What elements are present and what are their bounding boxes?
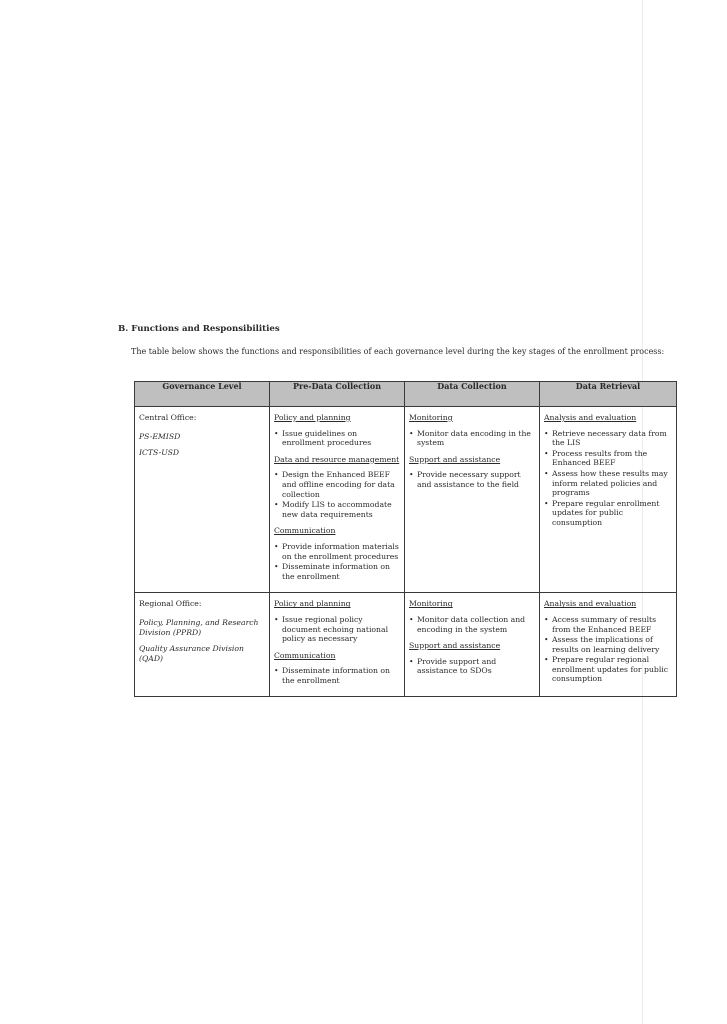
functions-table [134,381,677,697]
intro-paragraph: The table below shows the functions and responsibilities of each governance level during the key stages of the enrollment process: [131,347,665,356]
function-heading: Communication [274,526,336,536]
function-list [409,429,535,448]
governance-level-cell [135,407,270,593]
list-item: • Issue regional policy document echoing national policy as necessary [274,615,400,644]
data-collection-cell [405,593,540,697]
list-item: • Issue guidelines on enrollment procedures [274,429,400,448]
level-unit: Policy, Planning, and Research Division (PPRD) [139,617,259,637]
list-item: • Provide support and assistance to SDOs [409,657,535,676]
level-unit: Quality Assurance Division (QAD) [139,644,244,663]
header-governance-level: Governance Level [135,382,270,407]
function-heading: Support and assistance [409,641,501,651]
list-item: • Access summary of results from the Enhanced BEEF [544,615,672,634]
data-retrieval-cell [540,407,677,593]
function-heading: Analysis and evaluation [544,413,637,422]
function-heading: Analysis and evaluation [544,599,637,609]
header-data-collection: Data Collection [405,382,540,407]
function-heading: Communication [274,650,336,660]
level-title: Central Office: [139,413,197,422]
list-item: • Provide information materials on the enrollment procedures [274,542,400,561]
function-heading: Support and assistance [409,454,501,464]
list-item: • Assess the implications of results on learning delivery [544,635,672,654]
data-retrieval-cell [540,593,677,697]
function-heading: Policy and planning [274,413,351,422]
level-title: Regional Office: [139,599,202,609]
function-list [274,470,400,519]
function-list [409,657,535,676]
table-header-row [135,382,677,407]
function-list [274,542,400,581]
pre-data-collection-cell [270,407,405,593]
list-item: • Modify LIS to accommodate new data requirements [274,500,400,519]
list-item: • Provide necessary support and assistance to the field [409,470,535,489]
function-list [274,429,400,448]
level-unit: PS-EMISD [139,431,181,441]
function-heading: Monitoring [409,413,453,422]
list-item: • Disseminate information on the enrollment [274,562,400,581]
function-list [274,615,400,644]
pre-data-collection-cell [270,593,405,697]
function-heading: Data and resource management [274,454,400,464]
function-list [544,615,672,684]
list-item: • Prepare regular enrollment updates for public consumption [544,499,672,528]
function-list [409,470,535,489]
function-heading: Monitoring [409,599,453,609]
list-item: • Design the Enhanced BEEF and offline encoding for data collection [274,470,400,499]
function-list [409,615,535,634]
list-item: • Disseminate information on the enrollment [274,666,400,685]
list-item: • Retrieve necessary data from the LIS [544,429,672,448]
list-item: • Monitor data encoding in the system [409,429,535,448]
governance-level-cell [135,593,270,697]
header-data-retrieval: Data Retrieval [540,382,677,407]
level-unit: ICTS-USD [139,448,180,458]
function-list [544,429,672,528]
list-item: • Assess how these results may inform related policies and programs [544,469,672,498]
header-pre-data-collection: Pre-Data Collection [270,382,405,407]
section-heading: B. Functions and Responsibilities [118,324,280,334]
list-item: • Process results from the Enhanced BEEF [544,449,672,468]
function-heading: Policy and planning [274,599,351,609]
list-item: • Monitor data collection and encoding in the system [409,615,535,634]
list-item: • Prepare regular regional enrollment updates for public consumption [544,655,672,684]
data-collection-cell [405,407,540,593]
function-list [274,666,400,685]
table-row [135,407,677,593]
table-row [135,593,677,697]
